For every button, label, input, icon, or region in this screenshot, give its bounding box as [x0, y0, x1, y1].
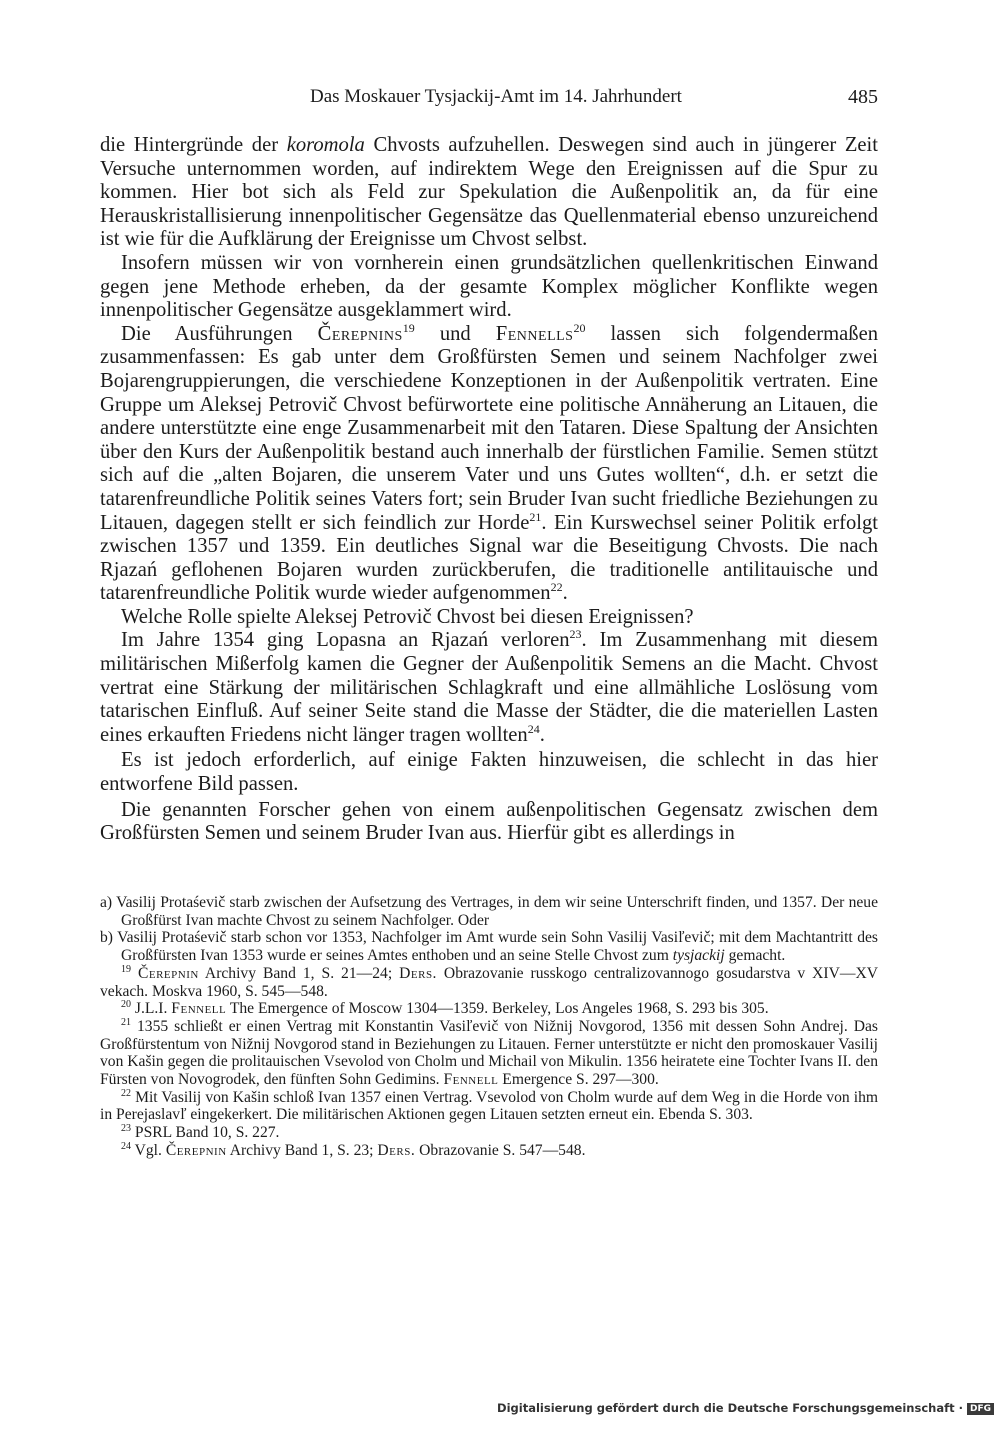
footnote-number: 19 [121, 963, 131, 975]
text-run: Vgl. [134, 1141, 166, 1159]
paragraph-3 [100, 320, 879, 606]
footnote-number: 21 [121, 1016, 131, 1028]
footnote-number: 23 [121, 1122, 131, 1134]
author-name: Čerepnins [317, 322, 403, 345]
text-run: . [562, 582, 568, 605]
text-run: b) Vasilij Protaśevič starb schon vor 1353, Nachfolger im Amt wurde sein Sohn Vasilij Vasiľevič; mit dem Machtantritt des Großfürsten Ivan 1353 wurde er seines Amtes enthoben und an seine Stelle Chvost zum [100, 929, 878, 965]
italic-term: tysjackij [672, 947, 725, 965]
footnote-ref: 20 [573, 320, 586, 335]
footnote-number: 24 [121, 1140, 131, 1152]
text-run: 1355 schließt er einen Vertrag mit Konstantin Vasiľevič von Nižnij Novgorod, 1356 mit dessen Sohn Andrej. Das Großfürstentum von Nižnij Novgorod stand in Beziehungen zu Litauen. Ferner unterstützte er nicht den promoskauer Vasilij von Kašin gegen die prolitauischen Vsevolod von Cholm und Michail von Mikulin. 1356 heiratete eine Tochter Ivans II. den Fürsten von Novogrodek, den fünften Sohn Gedimins. [100, 1017, 878, 1089]
paragraph-7: Die genannten Forscher gehen von einem außenpolitischen Gegensatz zwischen dem Großfürsten Semen und seinem Bruder Ivan aus. Hierfür gibt es allerdings in [100, 798, 878, 845]
footnote-24 [100, 1142, 878, 1160]
page-number: 485 [848, 86, 878, 108]
text-run: Die Ausführungen [121, 322, 318, 345]
dfg-logo-icon: DFG [967, 1403, 994, 1415]
main-text [100, 134, 878, 846]
running-title: Das Moskauer Tysjackij-Amt im 14. Jahrhundert [310, 86, 682, 107]
footnote-ref: 23 [569, 627, 582, 642]
text-run: The Emergence of Moscow 1304—1359. Berkeley, Los Angeles 1968, S. 293 bis 305. [226, 1000, 769, 1018]
footnote-20 [100, 1000, 878, 1018]
author-name: Ders. [377, 1141, 416, 1159]
text-run: die Hintergründe der [100, 134, 287, 156]
paragraph-4: Welche Rolle spielte Aleksej Petrovič Chvost bei diesen Ereignissen? [121, 605, 694, 628]
text-run: . [539, 723, 545, 746]
paragraph-5 [100, 629, 878, 747]
footnote-number: 22 [121, 1087, 131, 1099]
text-run: Mit Vasilij von Kašin schloß Ivan 1357 einen Vertrag. Vsevolod von Cholm wurde auf dem Weg in die Horde von ihm in Perejaslavľ eingekerkert. Die militärischen Aktionen gegen Litauen setzten erneut ein. Ebenda S. 303. [100, 1088, 878, 1124]
footnote-a: a) Vasilij Protaśevič starb zwischen der Aufsetzung des Vertrages, in dem wir seine Unterschrift finden, und 1357. Der neue Großfürst Ivan machte Chvost zu seinem Nachfolger. Oder [100, 894, 878, 929]
text-run: Archivy Band 1, S. 23; [226, 1141, 378, 1159]
text-run: Im Jahre 1354 ging Lopasna an Rjazań verloren [121, 629, 570, 652]
text-run: PSRL Band 10, S. 227. [134, 1124, 280, 1142]
footnote-number: 20 [121, 999, 131, 1011]
footnote-ref: 22 [550, 580, 563, 595]
footnote-22 [100, 1089, 878, 1124]
footnote-19 [100, 965, 878, 1000]
footnote-ref: 19 [402, 320, 415, 335]
author-name: Fennells [495, 322, 574, 345]
credit-text: Digitalisierung gefördert durch die Deutsche Forschungsgemeinschaft · [497, 1401, 963, 1415]
author-name: Ders. [399, 964, 437, 982]
text-run: Obrazovanie russkogo centralizovannogo gosudarstva v XIV—XV vekach. Moskva 1960, S. 545—548. [100, 964, 878, 1000]
footnote-b [100, 929, 878, 964]
text-run: gemacht. [724, 947, 786, 965]
text-run: . Im Zusammenhang mit diesem militärischen Mißerfolg kamen die Gegner der Außenpolitik Semens an die Macht. Chvost vertrat eine Stärkung der militärischen Schlagkraft und eine allmähliche Loslösung vom tatarischen Einfluß. Auf seiner Seite stand die Masse der Städter, die die materiellen Lasten eines erkauften Friedens nicht länger tragen wollten [100, 629, 879, 746]
text-run: Chvosts aufzuhellen. Deswegen sind auch in jüngerer Zeit Versuche unternommen worden, auf indirektem Wege den Ereignissen auf die Spur zu kommen. Hier bot sich als Feld zur Spekulation die Außenpolitik an, da für eine Herauskristallisierung innenpolitischer Gegensätze das Quellenmaterial ebenso unzureichend ist wie für die Aufklärung der Ereignisse um Chvost selbst. [100, 134, 878, 251]
paragraph-6: Es ist jedoch erforderlich, auf einige Fakten hinzuweisen, die schlecht in das hier entworfene Bild passen. [100, 749, 878, 796]
text-run: . Ein Kurswechsel seiner Politik erfolgt zwischen 1357 und 1359. Ein deutliches Signal war die Beseitigung Chvosts. Die nach Rjazań geflohenen Bojaren wurden zurückberufen, die traditionelle antilitauische und tatarenfreundliche Politik wurde wieder aufgenommen [100, 511, 878, 605]
footnote-23 [100, 1124, 878, 1142]
author-name: Čerepnin [137, 964, 199, 982]
author-name: Fennell [443, 1071, 499, 1089]
text-run: und [414, 322, 496, 345]
footnote-ref: 21 [529, 509, 542, 524]
footnote-21 [100, 1018, 878, 1089]
page-header [100, 86, 878, 112]
text-run: Archivy Band 1, S. 21—24; [198, 964, 400, 982]
text-run: lassen sich folgendermaßen zusammenfassen: Es gab unter dem Großfürsten Semen und seinem Nachfolger zwei Bojarengruppierungen, die verschiedene Konzeptionen in der Außenpolitik vertraten. Eine Gruppe um Aleksej Petrovič Chvost befürwortete eine politische Annäherung an Litauen, die andere unterstützte eine enge Zusammenarbeit mit den Tataren. Diese Spaltung der Ansichten über den Kurs der Außenpolitik bestand auch innerhalb der fürstlichen Familie. Semen stützt sich auf die „alten Bojaren, die unserem Vater und uns Gutes wollten“, d.h. er setzt die tatarenfreundliche Politik seines Vaters fort; sein Bruder Ivan sucht friedliche Beziehungen zu Litauen, dagegen stellt er sich feindlich zur Horde [100, 322, 879, 534]
paragraph-1 [100, 134, 878, 252]
italic-term: koromola [286, 134, 365, 156]
text-run: Emergence S. 297—300. [498, 1071, 659, 1089]
text-run: J.L.I. [134, 1000, 172, 1018]
footnotes [100, 894, 878, 1160]
author-name: Fennell [171, 1000, 227, 1018]
author-name: Čerepnin [165, 1141, 227, 1159]
text-run: Obrazovanie S. 547—548. [415, 1141, 586, 1159]
digitization-credit [497, 1401, 994, 1415]
footnote-ref: 24 [527, 721, 540, 736]
paragraph-2: Insofern müssen wir von vornherein einen grundsätzlichen quellenkritischen Einwand gegen jene Methode erheben, da der gesamte Komplex möglicher Konflikte wegen innenpolitischer Gegensätze ausgeklammert wird. [100, 251, 878, 322]
